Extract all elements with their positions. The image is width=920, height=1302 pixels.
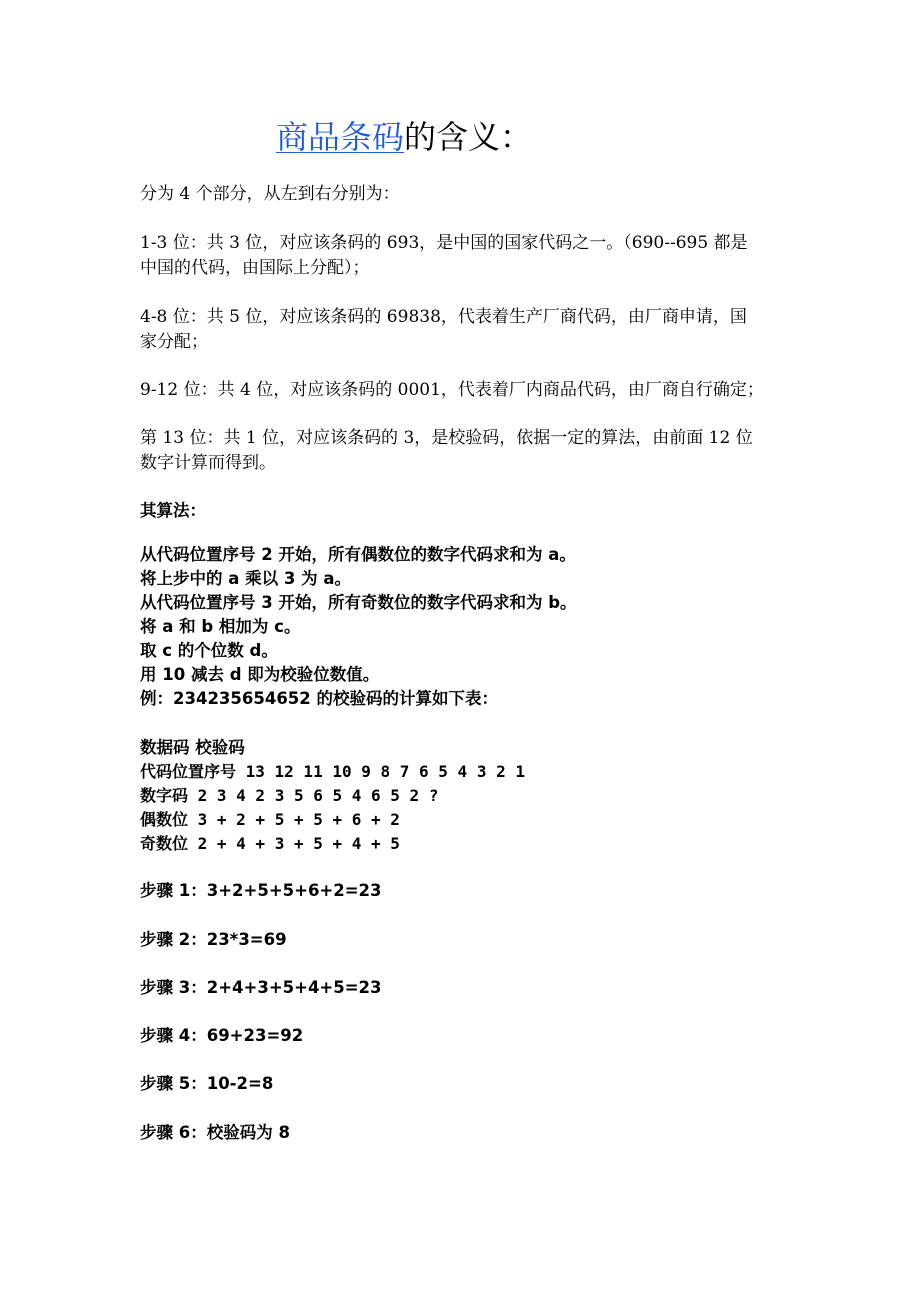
part-1-line-1: 1-3 位：共 3 位，对应该条码的 693，是中国的国家代码之一。（690--695 都是 xyxy=(140,233,748,253)
page-title xyxy=(276,114,532,160)
table-row-even: 偶数位 3 + 2 + 5 + 5 + 6 + 2 xyxy=(140,810,400,829)
algorithm-step: 从代码位置序号 3 开始，所有奇数位的数字代码求和为 b。 xyxy=(140,593,577,612)
algorithm-step: 从代码位置序号 2 开始，所有偶数位的数字代码求和为 a。 xyxy=(140,545,576,564)
calc-step-2: 步骤 2：23*3=69 xyxy=(140,930,287,949)
table-row-odd: 奇数位 2 + 4 + 3 + 5 + 4 + 5 xyxy=(140,834,400,853)
calc-step-5: 步骤 5：10-2=8 xyxy=(140,1074,274,1093)
title-rest: 的含义： xyxy=(404,118,533,156)
calc-step-1: 步骤 1：3+2+5+5+6+2=23 xyxy=(140,881,382,900)
calc-step-4: 步骤 4：69+23=92 xyxy=(140,1026,304,1045)
part-2-line-2: 家分配； xyxy=(140,332,208,352)
algorithm-example: 例：234235654652 的校验码的计算如下表： xyxy=(140,689,499,708)
table-row-digits: 数字码 2 3 4 2 3 5 6 5 4 6 5 2 ? xyxy=(140,786,439,805)
intro-line: 分为 4 个部分，从左到右分别为： xyxy=(140,184,400,204)
algorithm-step: 将上步中的 a 乘以 3 为 a。 xyxy=(140,569,351,588)
part-2-line-1: 4-8 位：共 5 位，对应该条码的 69838，代表着生产厂商代码，由厂商申请，国 xyxy=(140,307,747,327)
algorithm-heading: 其算法： xyxy=(140,501,206,520)
calc-step-6: 步骤 6：校验码为 8 xyxy=(140,1123,290,1142)
table-row-positions: 代码位置序号 13 12 11 10 9 8 7 6 5 4 3 2 1 xyxy=(140,762,525,781)
title-link[interactable]: 商品条码 xyxy=(276,118,405,156)
algorithm-step: 将 a 和 b 相加为 c。 xyxy=(140,617,301,636)
algorithm-step: 取 c 的个位数 d。 xyxy=(140,641,278,660)
part-4-line-2: 数字计算而得到。 xyxy=(140,453,276,473)
part-3-line-1: 9-12 位：共 4 位，对应该条码的 0001，代表着厂内商品代码，由厂商自行确定； xyxy=(140,380,764,400)
part-4-line-1: 第 13 位：共 1 位，对应该条码的 3，是校验码，依据一定的算法，由前面 12 位 xyxy=(140,428,753,448)
algorithm-step: 用 10 减去 d 即为校验位数值。 xyxy=(140,665,380,684)
part-1-line-2: 中国的代码，由国际上分配）； xyxy=(140,258,370,278)
table-header: 数据码 校验码 xyxy=(140,738,245,757)
calc-step-3: 步骤 3：2+4+3+5+4+5=23 xyxy=(140,978,382,997)
